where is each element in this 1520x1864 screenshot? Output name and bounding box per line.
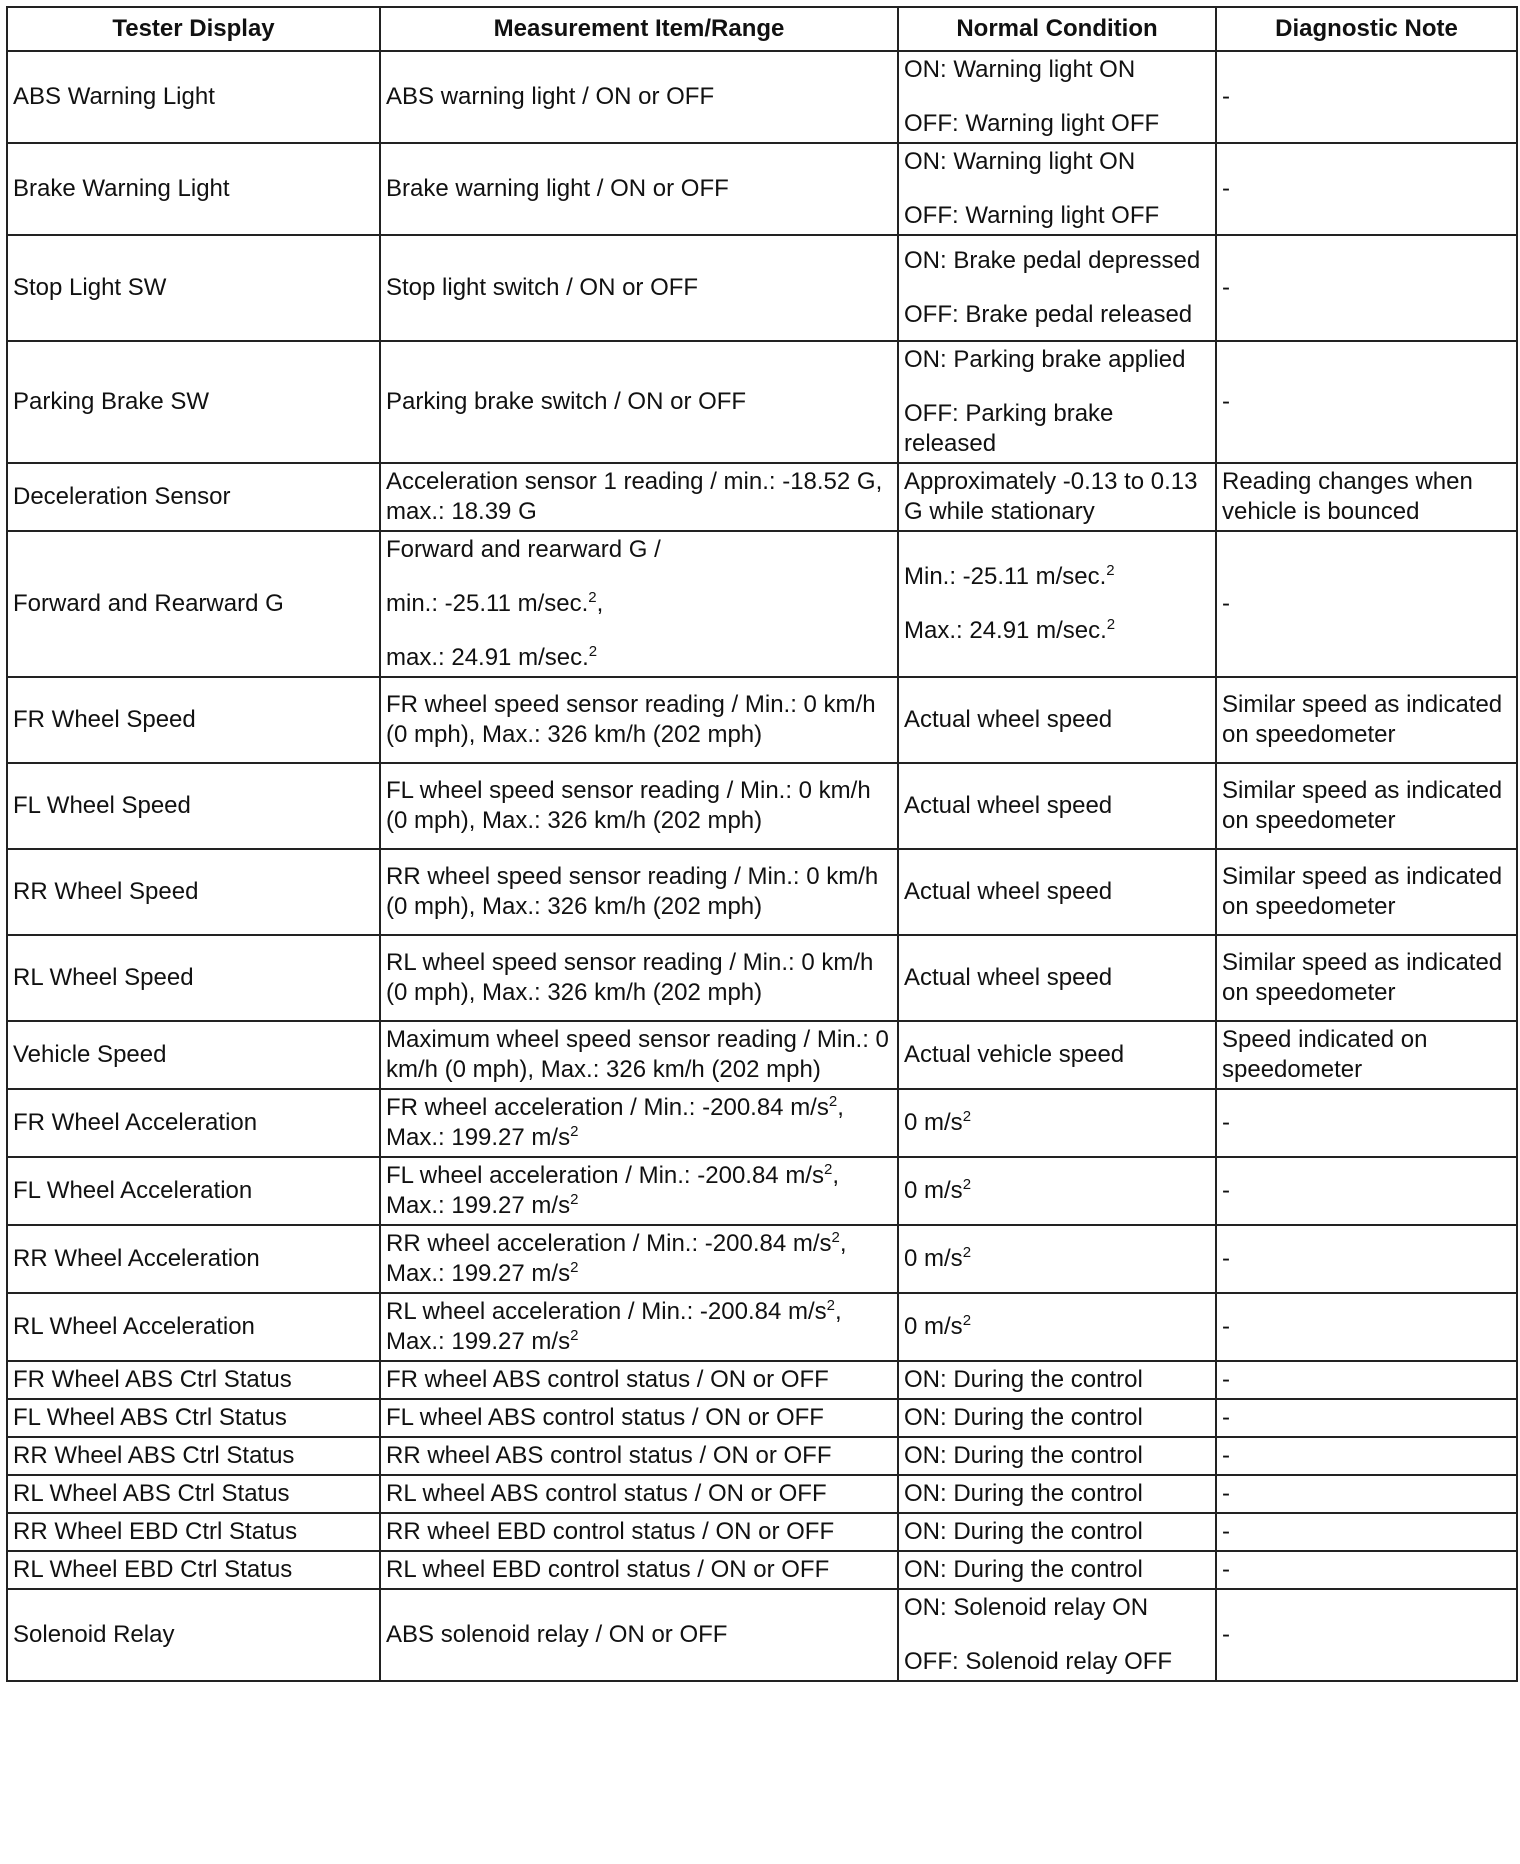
measurement-cell: [380, 677, 898, 763]
table-row: [7, 1437, 1517, 1475]
normal-condition-cell: [898, 1021, 1216, 1089]
table-row: [7, 1361, 1517, 1399]
data-table: [6, 6, 1518, 1682]
measurement-cell: [380, 1089, 898, 1157]
measurement-cell-text: RL wheel acceleration / Min.: -200.84 $m/s^2$, Max.: 199.27 $m/s^2$: [386, 1297, 842, 1355]
measurement-cell-text: FR wheel acceleration / Min.: -200.84 $m/s^2$, Max.: 199.27 $m/s^2$: [386, 1093, 844, 1151]
diagnostic-note-cell: [1216, 1513, 1517, 1551]
normal-condition-cell-text: Actual wheel speed: [904, 792, 1113, 819]
diagnostic-note-cell-text: -: [1222, 1556, 1230, 1583]
diagnostic-note-cell: [1216, 677, 1517, 763]
normal-condition-cell: [898, 763, 1216, 849]
tester-display-cell: RR Wheel ABS Ctrl Status: [7, 1437, 380, 1475]
normal-condition-cell: [898, 341, 1216, 463]
measurement-cell: [380, 1399, 898, 1437]
diagnostic-note-cell-text: Reading changes when vehicle is bounced: [1222, 468, 1473, 525]
diagnostic-note-cell: [1216, 1475, 1517, 1513]
diagnostic-note-cell-text: Similar speed as indicated on speedometer: [1222, 691, 1503, 748]
measurement-cell: [380, 143, 898, 235]
tester-display-cell: Solenoid Relay: [7, 1589, 380, 1681]
tester-display-cell: RL Wheel ABS Ctrl Status: [7, 1475, 380, 1513]
normal-condition-cell-text: 0 $m/s^2$: [904, 1108, 972, 1136]
measurement-cell-text: ABS solenoid relay / ON or OFF: [386, 1621, 728, 1648]
normal-condition-cell-text: ON: During the control: [904, 1404, 1143, 1431]
table-row: [7, 1225, 1517, 1293]
tester-display-cell: RL Wheel Acceleration: [7, 1293, 380, 1361]
normal-condition-cell: [898, 1361, 1216, 1399]
measurement-cell-text: RL wheel ABS control status / ON or OFF: [386, 1480, 827, 1507]
normal-condition-cell: [898, 849, 1216, 935]
measurement-cell-text: FR wheel speed sensor reading / Min.: 0 km/h (0 mph), Max.: 326 km/h (202 mph): [386, 691, 876, 748]
tester-display-cell: FR Wheel Speed: [7, 677, 380, 763]
table-body: [7, 51, 1517, 1681]
tester-display-cell: Brake Warning Light: [7, 143, 380, 235]
diagnostic-note-cell: [1216, 1551, 1517, 1589]
table-row: [7, 1513, 1517, 1551]
normal-condition-cell: [898, 1475, 1216, 1513]
tester-display-cell: RL Wheel EBD Ctrl Status: [7, 1551, 380, 1589]
measurement-cell-text: RR wheel acceleration / Min.: -200.84 $m/s^2$, Max.: 199.27 $m/s^2$: [386, 1229, 847, 1287]
measurement-cell-text: Brake warning light / ON or OFF: [386, 175, 729, 202]
measurement-cell: [380, 1551, 898, 1589]
table-row: [7, 849, 1517, 935]
normal-condition-cell-text: Actual wheel speed: [904, 878, 1113, 905]
normal-condition-cell-text: ON: Brake pedal depressed: [904, 247, 1201, 274]
table-row: [7, 935, 1517, 1021]
measurement-cell-text: RR wheel speed sensor reading / Min.: 0 km/h (0 mph), Max.: 326 km/h (202 mph): [386, 863, 879, 920]
table-row: [7, 1089, 1517, 1157]
normal-condition-cell-text: Approximately -0.13 to 0.13 G while stationary: [904, 468, 1198, 525]
normal-condition-cell-text: 0 $m/s^2$: [904, 1312, 972, 1340]
measurement-cell-text: Stop light switch / ON or OFF: [386, 274, 699, 301]
measurement-cell: [380, 341, 898, 463]
measurement-cell: [380, 463, 898, 531]
diagnostic-note-cell: [1216, 849, 1517, 935]
diagnostic-note-cell-text: -: [1222, 1621, 1230, 1648]
diagnostic-note-cell-text: -: [1222, 388, 1230, 415]
normal-condition-cell-text: OFF: Parking brake released: [904, 400, 1114, 457]
measurement-cell: [380, 1293, 898, 1361]
diagnostic-note-cell: [1216, 1361, 1517, 1399]
table-row: [7, 51, 1517, 143]
diagnostic-note-cell-text: -: [1222, 590, 1230, 617]
table-row: [7, 341, 1517, 463]
diagnostic-note-cell-text: Speed indicated on speedometer: [1222, 1026, 1428, 1083]
tester-display-cell: Parking Brake SW: [7, 341, 380, 463]
normal-condition-cell: [898, 677, 1216, 763]
diagnostic-note-cell-text: -: [1222, 1109, 1230, 1136]
measurement-cell: [380, 1225, 898, 1293]
measurement-cell-text: RR wheel ABS control status / ON or OFF: [386, 1442, 832, 1469]
normal-condition-cell-text: ON: Parking brake applied: [904, 346, 1186, 373]
normal-condition-cell: [898, 235, 1216, 341]
diagnostic-note-cell: [1216, 1225, 1517, 1293]
header-measurement-item: Measurement Item/Range: [380, 7, 898, 51]
diagnostic-note-cell-text: -: [1222, 83, 1230, 110]
measurement-cell: [380, 1475, 898, 1513]
tester-display-cell: FL Wheel ABS Ctrl Status: [7, 1399, 380, 1437]
measurement-cell-text: FL wheel acceleration / Min.: -200.84 $m/s^2$, Max.: 199.27 $m/s^2$: [386, 1161, 839, 1219]
tester-display-cell: Deceleration Sensor: [7, 463, 380, 531]
tester-display-cell: FL Wheel Acceleration: [7, 1157, 380, 1225]
diagnostic-note-cell-text: Similar speed as indicated on speedometer: [1222, 949, 1503, 1006]
header-tester-display: Tester Display: [7, 7, 380, 51]
table-row: [7, 531, 1517, 677]
header-row: [7, 7, 1517, 51]
diagnostic-note-cell-text: -: [1222, 1442, 1230, 1469]
tester-display-cell: Stop Light SW: [7, 235, 380, 341]
normal-condition-cell-text: Min.: -25.11 m/sec.$^2$: [904, 562, 1115, 590]
diagnostic-note-cell-text: -: [1222, 175, 1230, 202]
measurement-cell-text: RL wheel EBD control status / ON or OFF: [386, 1556, 830, 1583]
normal-condition-cell-text: OFF: Warning light OFF: [904, 202, 1160, 229]
measurement-cell: [380, 849, 898, 935]
tester-display-cell: RR Wheel Acceleration: [7, 1225, 380, 1293]
normal-condition-cell-text: ON: During the control: [904, 1442, 1143, 1469]
normal-condition-cell: [898, 1513, 1216, 1551]
table-row: [7, 763, 1517, 849]
diagnostic-note-cell: [1216, 143, 1517, 235]
measurement-cell-text: RL wheel speed sensor reading / Min.: 0 km/h (0 mph), Max.: 326 km/h (202 mph): [386, 949, 874, 1006]
normal-condition-cell: [898, 1089, 1216, 1157]
measurement-cell-text: min.: -25.11 m/sec.$^2$,: [386, 589, 604, 617]
diagnostic-note-cell: [1216, 1399, 1517, 1437]
normal-condition-cell: [898, 143, 1216, 235]
diagnostic-note-cell-text: -: [1222, 1404, 1230, 1431]
measurement-cell: [380, 763, 898, 849]
normal-condition-cell: [898, 463, 1216, 531]
normal-condition-cell: [898, 1551, 1216, 1589]
measurement-cell-text: max.: 24.91 m/sec.$^2$: [386, 643, 598, 671]
normal-condition-cell-text: Actual wheel speed: [904, 964, 1113, 991]
tester-display-cell: ABS Warning Light: [7, 51, 380, 143]
normal-condition-cell-text: Actual vehicle speed: [904, 1041, 1125, 1068]
diagnostic-note-cell-text: Similar speed as indicated on speedometer: [1222, 777, 1503, 834]
measurement-cell: [380, 1437, 898, 1475]
tester-display-cell: FR Wheel ABS Ctrl Status: [7, 1361, 380, 1399]
normal-condition-cell-text: ON: Solenoid relay ON: [904, 1594, 1149, 1621]
table-row: [7, 1551, 1517, 1589]
normal-condition-cell-text: ON: During the control: [904, 1518, 1143, 1545]
diagnostic-note-cell-text: -: [1222, 1245, 1230, 1272]
table-row: [7, 1589, 1517, 1681]
normal-condition-cell-text: ON: Warning light ON: [904, 148, 1136, 175]
tester-display-cell: RL Wheel Speed: [7, 935, 380, 1021]
tester-display-cell: Vehicle Speed: [7, 1021, 380, 1089]
normal-condition-cell: [898, 1157, 1216, 1225]
measurement-cell: [380, 935, 898, 1021]
measurement-cell: [380, 1513, 898, 1551]
diagnostic-note-cell: [1216, 1089, 1517, 1157]
normal-condition-cell: [898, 935, 1216, 1021]
measurement-cell: [380, 1589, 898, 1681]
measurement-cell-text: Maximum wheel speed sensor reading / Min.: 0 km/h (0 mph), Max.: 326 km/h (202 mph): [386, 1026, 889, 1083]
diagnostic-note-cell: [1216, 51, 1517, 143]
diagnostic-note-cell: [1216, 341, 1517, 463]
tester-display-cell: FL Wheel Speed: [7, 763, 380, 849]
measurement-cell: [380, 1157, 898, 1225]
tester-display-cell: RR Wheel Speed: [7, 849, 380, 935]
diagnostic-note-cell-text: Similar speed as indicated on speedometer: [1222, 863, 1503, 920]
table-row: [7, 677, 1517, 763]
diagnostic-note-cell: [1216, 235, 1517, 341]
measurement-cell-text: Forward and rearward G /: [386, 536, 661, 563]
measurement-cell-text: FL wheel speed sensor reading / Min.: 0 km/h (0 mph), Max.: 326 km/h (202 mph): [386, 777, 871, 834]
diagnostic-note-cell: [1216, 1589, 1517, 1681]
normal-condition-cell: [898, 1437, 1216, 1475]
measurement-cell-text: RR wheel EBD control status / ON or OFF: [386, 1518, 835, 1545]
measurement-cell-text: Parking brake switch / ON or OFF: [386, 388, 747, 415]
diagnostic-note-cell: [1216, 935, 1517, 1021]
measurement-cell: [380, 531, 898, 677]
measurement-cell-text: Acceleration sensor 1 reading / min.: -18.52 G, max.: 18.39 G: [386, 468, 883, 525]
normal-condition-cell-text: ON: Warning light ON: [904, 56, 1136, 83]
tester-display-cell: RR Wheel EBD Ctrl Status: [7, 1513, 380, 1551]
tester-display-cell: Forward and Rearward G: [7, 531, 380, 677]
table-row: [7, 1399, 1517, 1437]
diagnostic-note-cell: [1216, 463, 1517, 531]
diagnostic-note-cell: [1216, 531, 1517, 677]
normal-condition-cell-text: OFF: Solenoid relay OFF: [904, 1648, 1173, 1675]
measurement-cell-text: FR wheel ABS control status / ON or OFF: [386, 1366, 829, 1393]
table-row: [7, 143, 1517, 235]
measurement-cell: [380, 235, 898, 341]
diagnostic-note-cell-text: -: [1222, 1313, 1230, 1340]
table-row: [7, 1021, 1517, 1089]
diagnostic-note-cell: [1216, 1437, 1517, 1475]
normal-condition-cell: [898, 1225, 1216, 1293]
table-row: [7, 1475, 1517, 1513]
header-normal-condition: Normal Condition: [898, 7, 1216, 51]
diagnostic-note-cell: [1216, 763, 1517, 849]
normal-condition-cell: [898, 1589, 1216, 1681]
table-row: [7, 235, 1517, 341]
normal-condition-cell-text: 0 $m/s^2$: [904, 1244, 972, 1272]
measurement-cell-text: ABS warning light / ON or OFF: [386, 83, 715, 110]
measurement-cell: [380, 51, 898, 143]
normal-condition-cell-text: Max.: 24.91 m/sec.$^2$: [904, 616, 1116, 644]
measurement-cell: [380, 1361, 898, 1399]
normal-condition-cell: [898, 51, 1216, 143]
diagnostic-note-cell: [1216, 1021, 1517, 1089]
normal-condition-cell-text: ON: During the control: [904, 1480, 1143, 1507]
diagnostic-note-cell: [1216, 1293, 1517, 1361]
normal-condition-cell-text: Actual wheel speed: [904, 706, 1113, 733]
header-diagnostic-note: Diagnostic Note: [1216, 7, 1517, 51]
measurement-cell: [380, 1021, 898, 1089]
tester-display-cell: FR Wheel Acceleration: [7, 1089, 380, 1157]
diagnostic-note-cell-text: -: [1222, 1177, 1230, 1204]
normal-condition-cell-text: ON: During the control: [904, 1556, 1143, 1583]
diagnostic-note-cell: [1216, 1157, 1517, 1225]
normal-condition-cell: [898, 1293, 1216, 1361]
normal-condition-cell-text: ON: During the control: [904, 1366, 1143, 1393]
diagnostic-note-cell-text: -: [1222, 1518, 1230, 1545]
diagnostic-note-cell-text: -: [1222, 1480, 1230, 1507]
normal-condition-cell: [898, 1399, 1216, 1437]
normal-condition-cell-text: OFF: Brake pedal released: [904, 301, 1193, 328]
measurement-cell-text: FL wheel ABS control status / ON or OFF: [386, 1404, 824, 1431]
table-row: [7, 463, 1517, 531]
normal-condition-cell: [898, 531, 1216, 677]
normal-condition-cell-text: OFF: Warning light OFF: [904, 110, 1160, 137]
diagnostic-note-cell-text: -: [1222, 274, 1230, 301]
normal-condition-cell-text: 0 $m/s^2$: [904, 1176, 972, 1204]
table-row: [7, 1293, 1517, 1361]
diagnostic-note-cell-text: -: [1222, 1366, 1230, 1393]
table-row: [7, 1157, 1517, 1225]
